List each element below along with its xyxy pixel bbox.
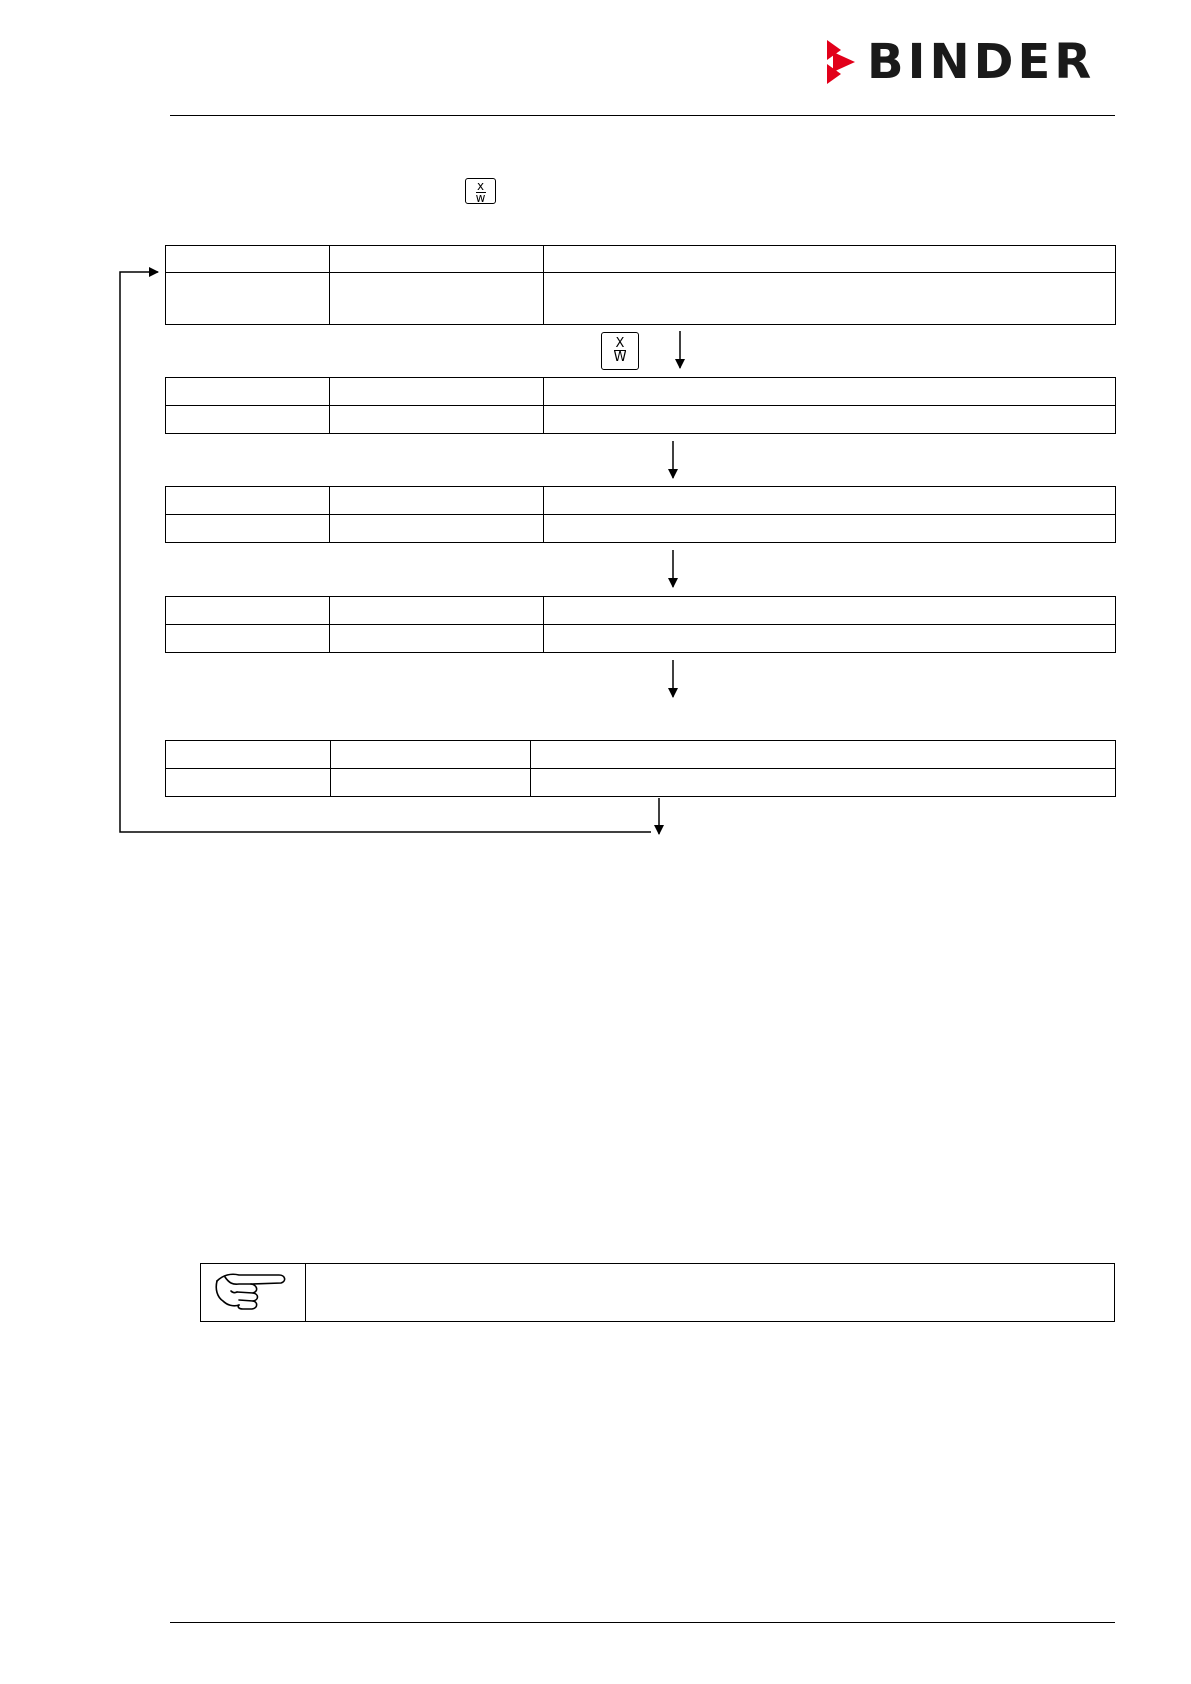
key-bottom-label: w — [475, 191, 486, 205]
pointing-hand-icon — [213, 1267, 293, 1317]
key-top-label: x — [476, 179, 485, 193]
note-icon-cell — [201, 1264, 306, 1321]
brand-name: BINDER — [867, 34, 1096, 90]
footer-divider — [170, 1622, 1115, 1623]
loop-back-arrow — [120, 272, 651, 832]
key-top-label: X — [615, 336, 625, 351]
note-box — [200, 1263, 1115, 1322]
key-bottom-label: W — [613, 350, 627, 365]
